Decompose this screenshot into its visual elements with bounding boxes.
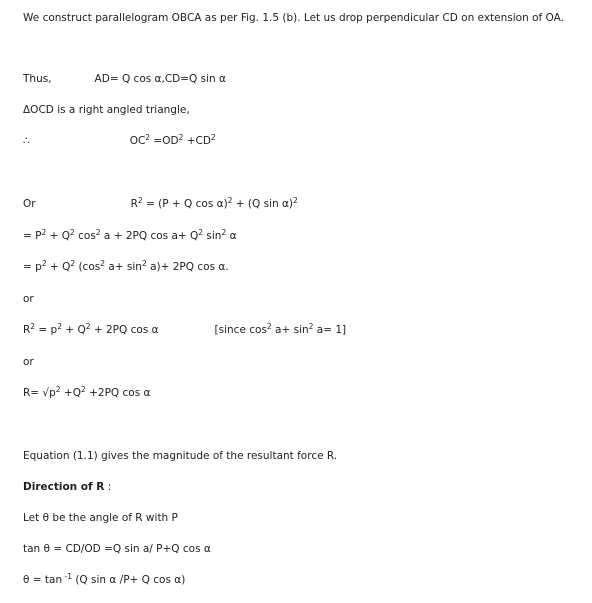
direction-heading: Direction of R : <box>23 481 112 493</box>
or-line-3: or <box>23 356 34 368</box>
direction-label: Direction of R <box>23 481 105 493</box>
or-line-2: or <box>23 293 34 305</box>
step1-line: = $P^2 + Q^2$ $\cos^2 a + 2PQ$ $\cos a+ Q^2$ $\sin^2 \alpha$ <box>23 228 237 242</box>
triangle-line: ΔOCD is a right angled triangle, <box>23 104 190 116</box>
thus-expression: AD= Q cos α,CD=Q sin α <box>94 73 226 85</box>
step2-line: = $p^2 + Q^2$ ($\cos^2$ $a+ \sin^2 a)+ 2PQ$ cos α. <box>23 259 229 273</box>
result-line: $R= √p^2 +Q^2 +2PQ$ cos α <box>23 385 151 399</box>
equation-note: Equation (1.1) gives the magnitude of the resultant force R. <box>23 450 338 462</box>
therefore-symbol: ∴ <box>23 135 30 147</box>
or-label: Or <box>23 198 36 210</box>
angle-definition: Let θ be the angle of R with P <box>23 512 178 524</box>
intro-text: We construct parallelogram OBCA as per Fig. 1.5 (b). Let us drop perpendicular CD on extension of OA. <box>23 12 564 24</box>
theta-line: θ = tan $^{-1}$ (Q sin α /P+ Q cos α) <box>23 572 186 586</box>
pythagoras-line <box>23 135 216 147</box>
thus-line <box>23 73 226 85</box>
pythagoras-expression: $OC^2 =OD^2 +CD^2$ <box>129 133 216 147</box>
thus-label: Thus, <box>23 73 52 85</box>
since-note: [since $\cos^2 a+ \sin^2 a= 1$] <box>214 322 347 336</box>
r2-expansion-line <box>23 198 298 210</box>
step3-line: $R^2 = p^2 + Q^2 + 2PQ$ cos α [since $\cos^2 a+ \sin^2 a= 1$] <box>23 322 347 336</box>
tan-line: tan θ = CD/OD =Q sin a/ P+Q cos α <box>23 543 211 555</box>
r2-expansion: $R^2 = (P + Q$ cos α)$^2$ + (Q sin α)$^2$ <box>130 196 298 210</box>
